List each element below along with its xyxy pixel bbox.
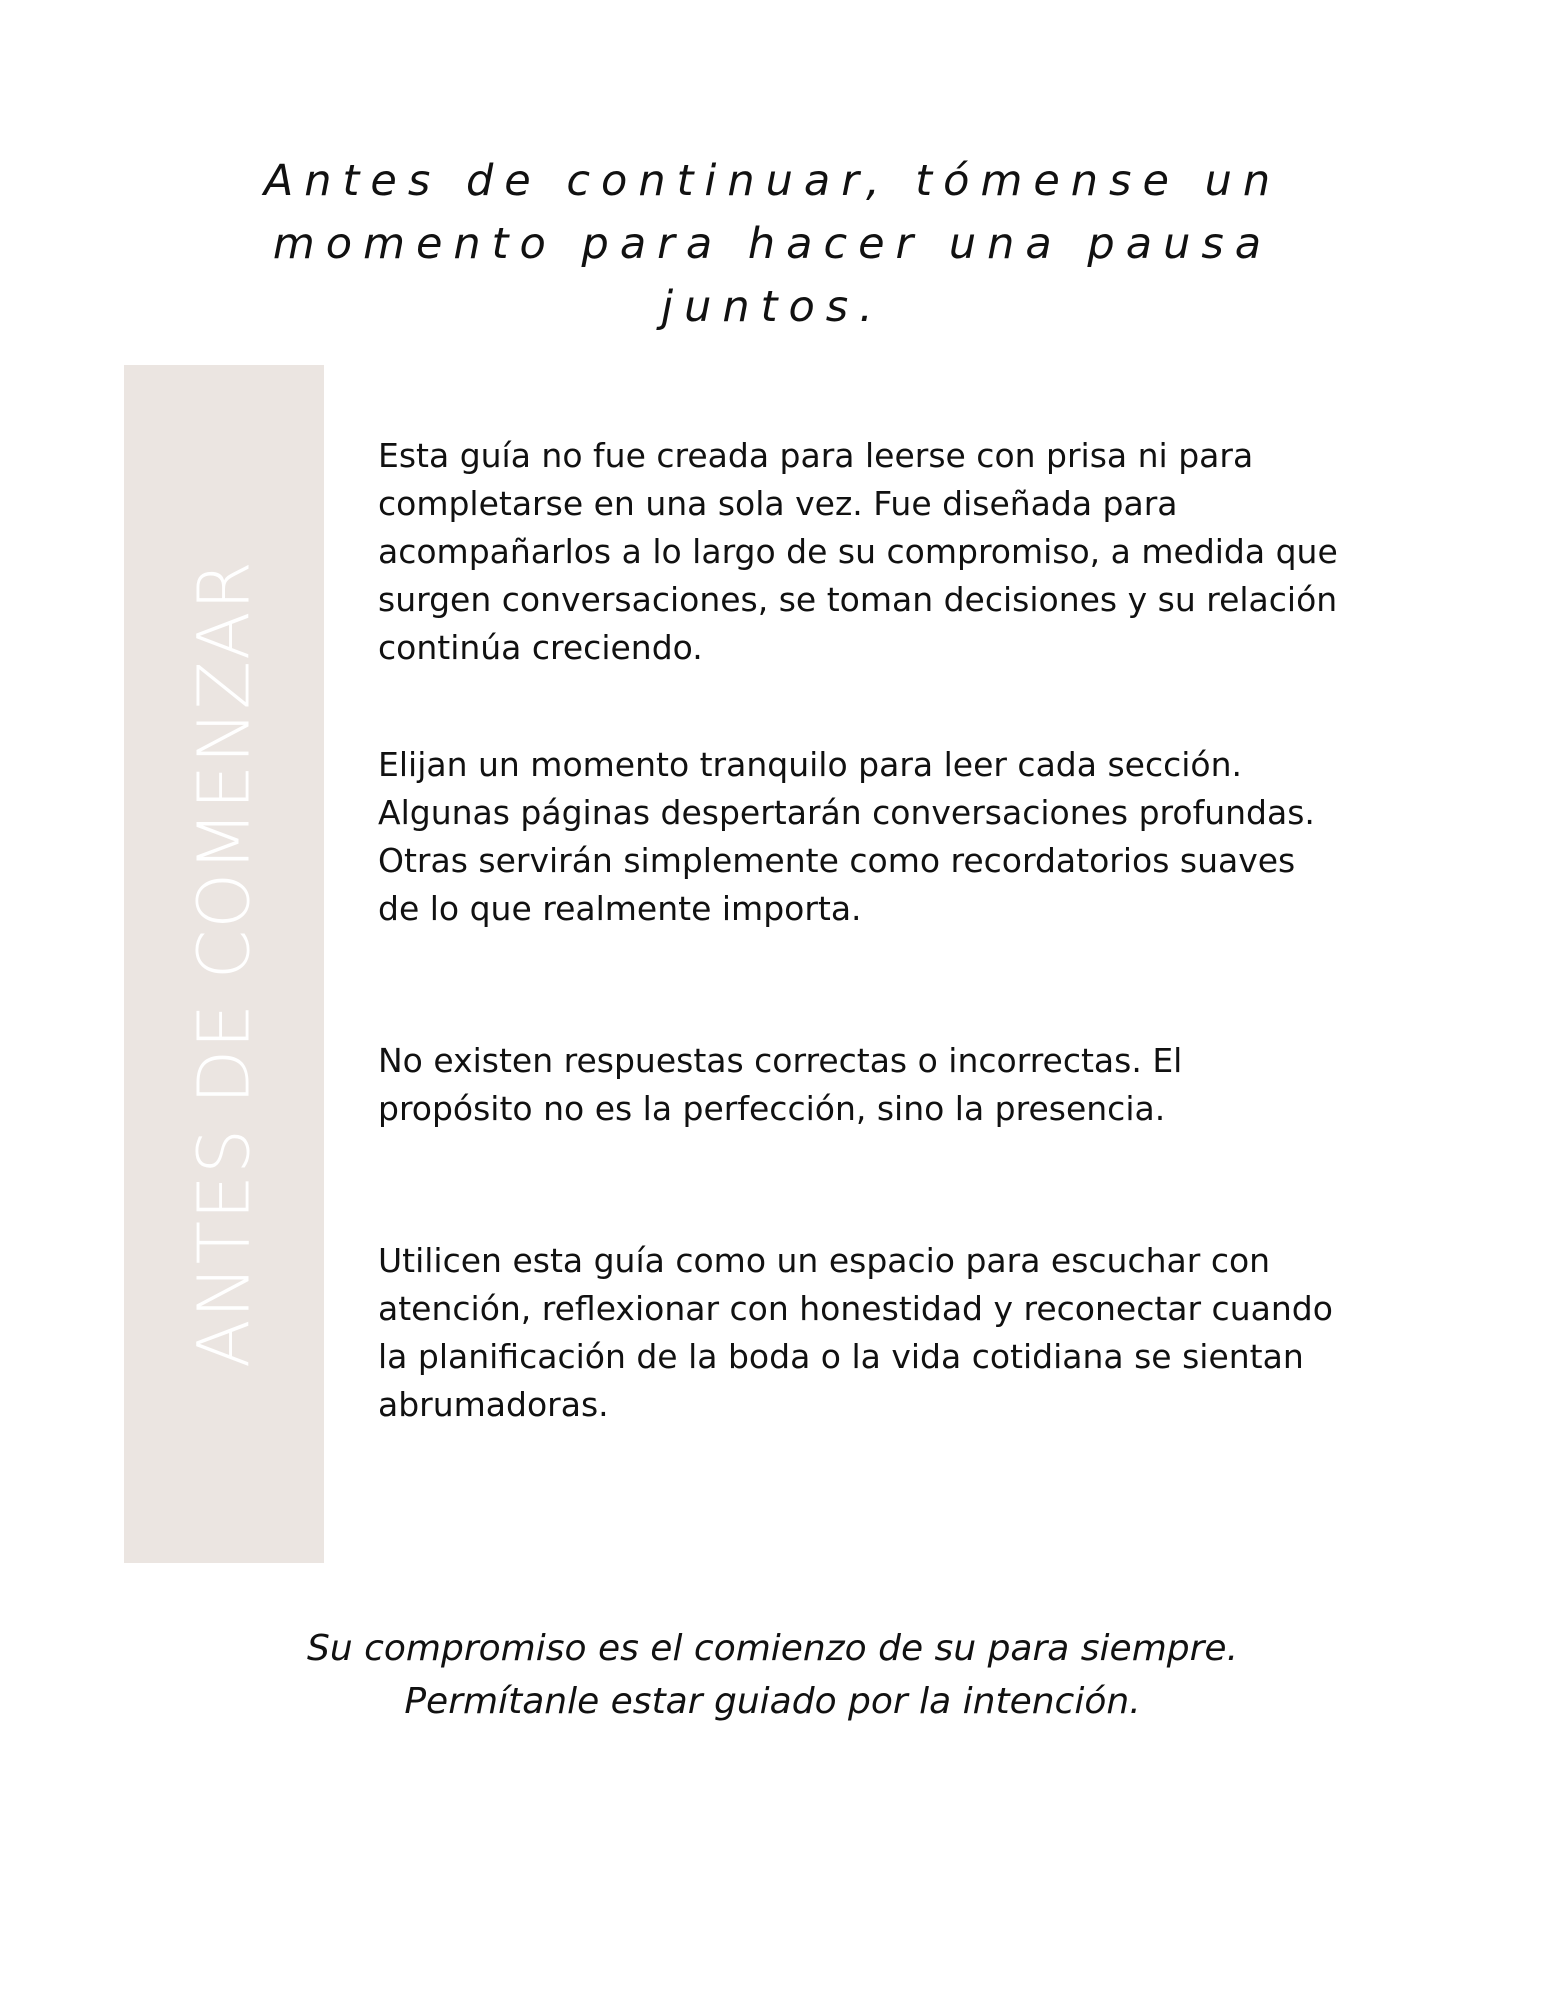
closing-quote: [220, 1622, 1325, 1728]
page-heading: Antes de continuar, tómense un momento para hacer una pausa juntos.: [263, 156, 1282, 332]
paragraph-no-right-answers: No existen respuestas correctas o incorrectas. El propósito no es la perfección, sino la presencia.: [378, 1041, 1183, 1128]
paragraph-intro: Esta guía no fue creada para leerse con prisa ni para completarse en una sola vez. Fue diseñada para acompañarlos a lo largo de su compromiso, a medida que surgen conversaciones, se toman decisiones y su relación continúa creciendo.: [378, 436, 1338, 667]
paragraph-use-guide: Utilicen esta guía como un espacio para escuchar con atención, reflexionar con honestidad y reconectar cuando la planificación de la boda o la vida cotidiana se sientan abrumadoras.: [378, 1241, 1333, 1424]
body-text-section: [378, 432, 1338, 1429]
closing-line-1: Su compromiso es el comienzo de su para siempre.: [306, 1628, 1239, 1669]
side-label-text: ANTES DE COMENZAR: [182, 560, 266, 1368]
closing-line-2: Permítanle estar guiado por la intención.: [404, 1681, 1141, 1722]
side-label-panel: [124, 365, 324, 1563]
paragraph-reading-moment: Elijan un momento tranquilo para leer cada sección. Algunas páginas despertarán conversaciones profundas. Otras servirán simplemente como recordatorios suaves de lo que realmente importa.: [378, 745, 1315, 928]
